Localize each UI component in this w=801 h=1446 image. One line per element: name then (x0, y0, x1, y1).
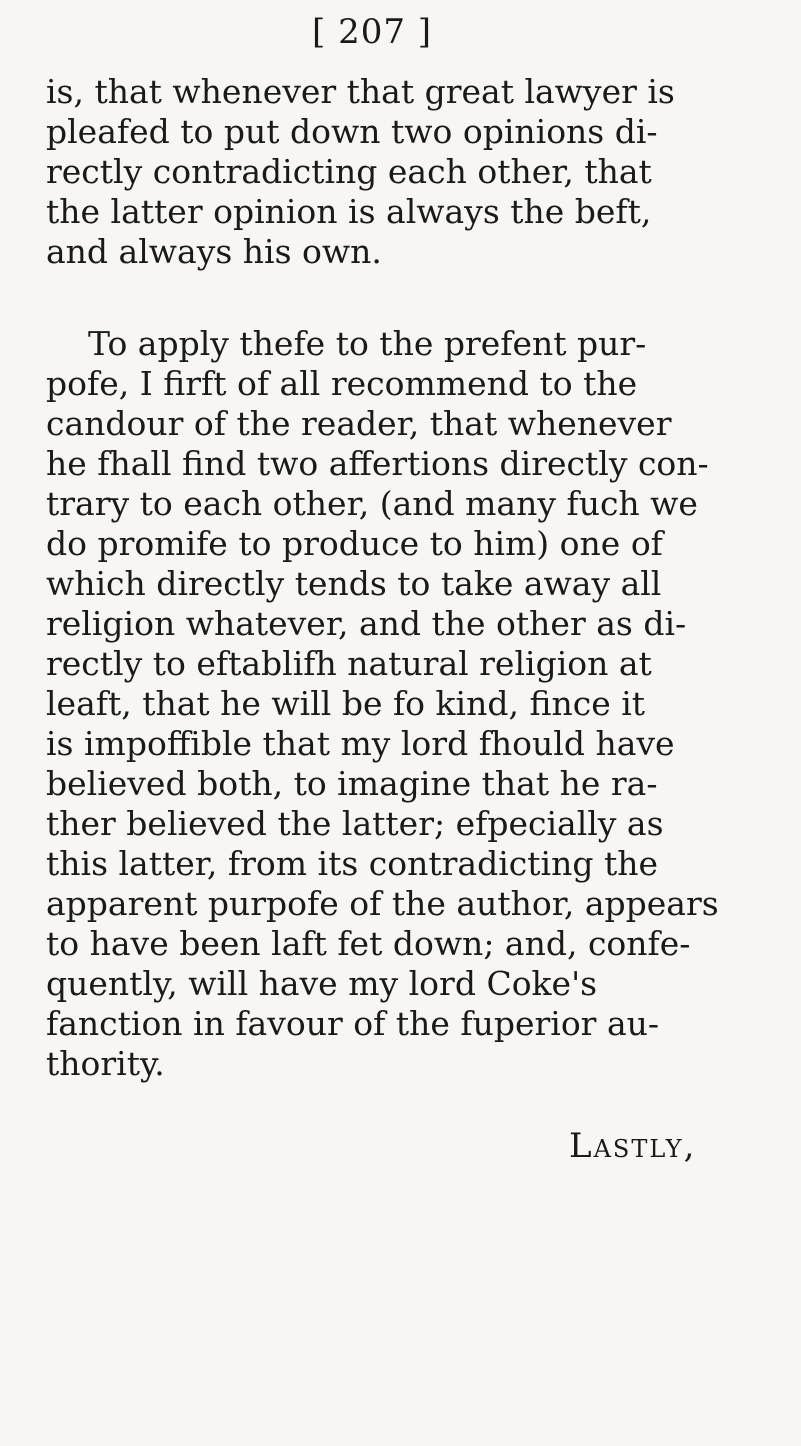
text-line: pofe, I firft of all recommend to the (46, 364, 638, 403)
text-line: ther believed the latter; efpecially as (46, 804, 664, 843)
text-line: quently, will have my lord Coke's (46, 964, 598, 1003)
text-line: the latter opinion is always the beft, (46, 192, 652, 231)
paragraph-1 (46, 72, 766, 282)
text-line: pleafed to put down two opinions di- (46, 112, 658, 151)
text-line: is impoffible that my lord fhould have (46, 724, 675, 763)
page-number: [ 207 ] (312, 12, 433, 52)
text-line: this latter, from its contradicting the (46, 844, 658, 883)
text-line: rectly contradicting each other, that (46, 152, 652, 191)
text-line: religion whatever, and the other as di- (46, 604, 687, 643)
text-line: he fhall find two affertions directly con- (46, 444, 709, 483)
text-line: candour of the reader, that whenever (46, 404, 672, 443)
text-line: thority. (46, 1044, 165, 1083)
paragraph-2 (46, 324, 766, 1104)
text-line: to have been laft fet down; and, confe- (46, 924, 691, 963)
text-line: leaft, that he will be fo kind, fince it (46, 684, 646, 723)
text-line: To apply thefe to the prefent pur- (88, 324, 647, 363)
text-line: which directly tends to take away all (46, 564, 662, 603)
text-line: apparent purpofe of the author, appears (46, 884, 719, 923)
text-line: rectly to eftablifh natural religion at (46, 644, 652, 683)
text-line: do promife to produce to him) one of (46, 524, 663, 563)
text-line: fanction in favour of the fuperior au- (46, 1004, 660, 1043)
text-line: believed both, to imagine that he ra- (46, 764, 658, 803)
text-line: is, that whenever that great lawyer is (46, 72, 675, 111)
text-line: and always his own. (46, 232, 382, 271)
catchword: Lastly, (569, 1126, 697, 1166)
text-line: trary to each other, (and many fuch we (46, 484, 698, 523)
